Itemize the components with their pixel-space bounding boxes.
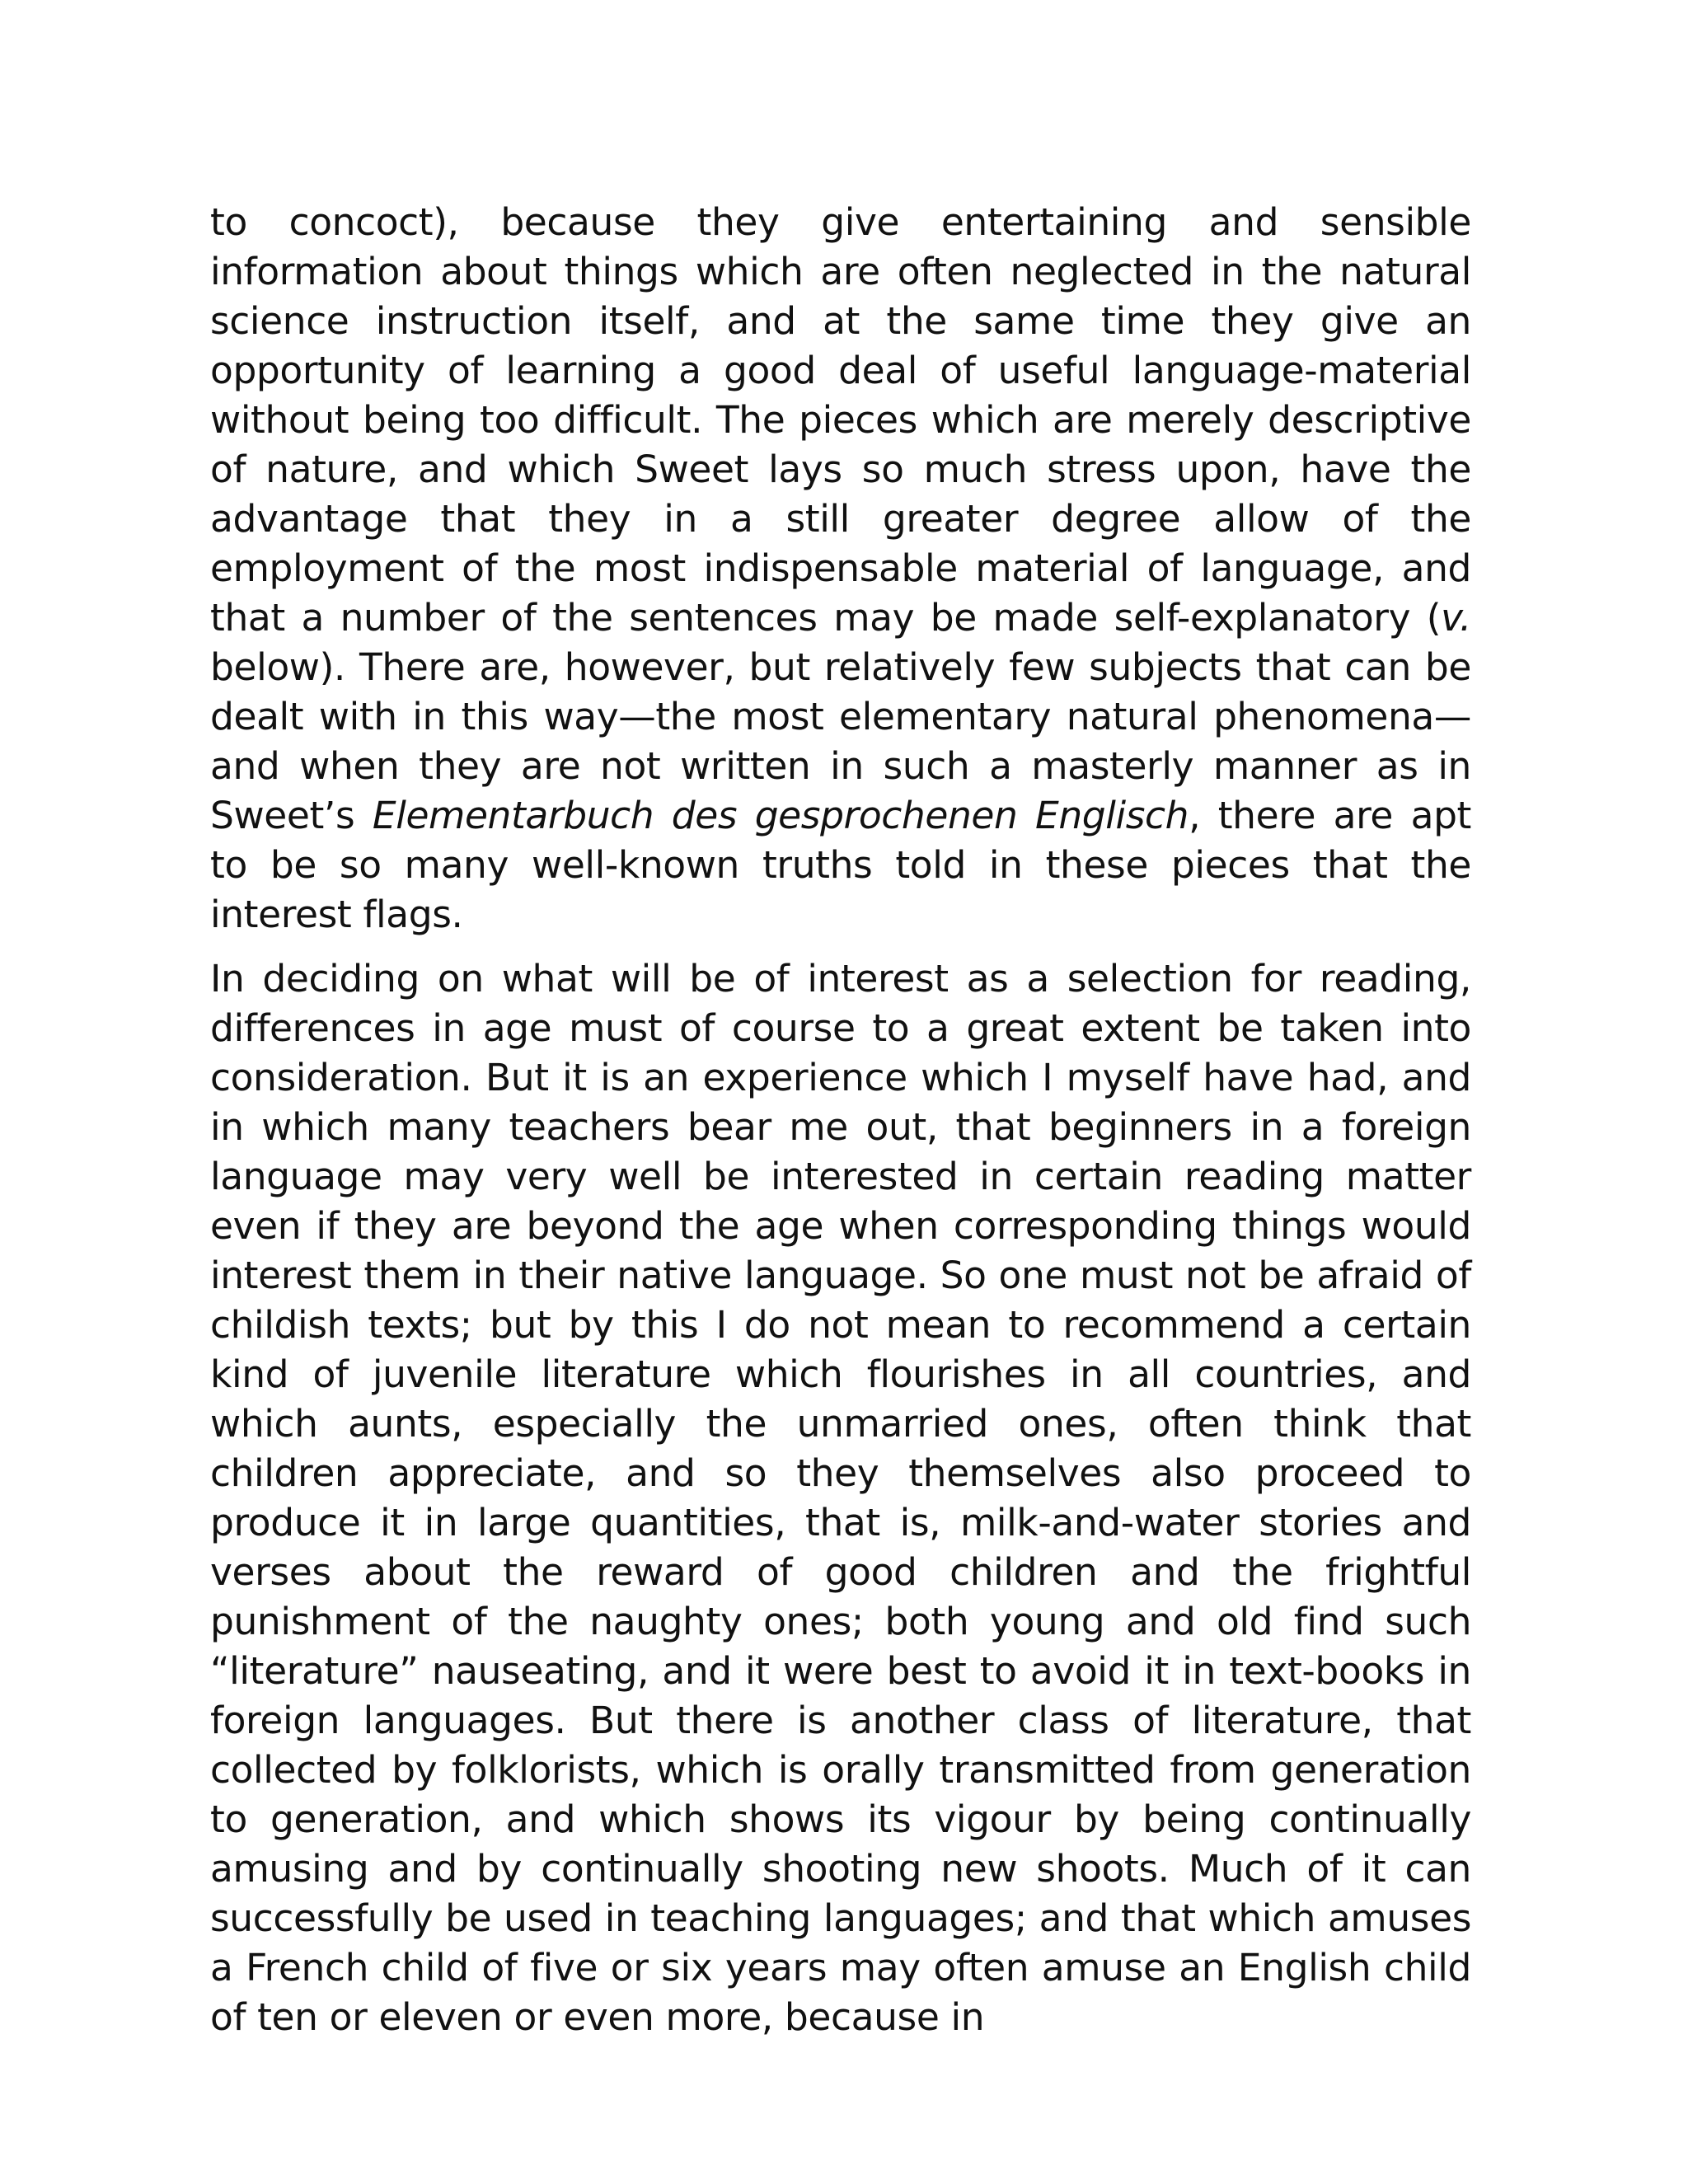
- paragraph-1: [210, 198, 1471, 940]
- paragraph-1-italic-v: v.: [1441, 596, 1471, 640]
- paragraph-1-book-title: Elementarbuch des gesprochenen Englisch: [372, 794, 1189, 837]
- paragraph-1-text: to concoct), because they give entertaining and sensible information about things which are often neglected in the natural science instruction itself, and at the same time they give an opportunity of learning a good deal of useful language-material without being too difficult. The pieces which are merely descriptive of nature, and which Sweet lays so much stress upon, have the advantage that they in a still greater degree allow of the employment of the most indispensable material of language, and that a number of the sentences may be made self-explanatory (: [210, 200, 1471, 640]
- paragraph-1-text-end: , there are apt to be so many well-known truths told in these pieces that the interest flags.: [210, 794, 1471, 936]
- paragraph-2-text: In deciding on what will be of interest as a selection for reading, differences in age must of course to a great extent be taken into consideration. But it is an experience which I myself have had, and in which many teachers bear me out, that beginners in a foreign language may very well be interested in certain reading matter even if they are beyond the age when corresponding things would interest them in their native language. So one must not be afraid of childish texts; but by this I do not mean to recommend a certain kind of juvenile literature which flourishes in all countries, and which aunts, especially the unmarried ones, often think that children appreciate, and so they themselves also proceed to produce it in large quantities, that is, milk-and-water stories and verses about the reward of good children and the frightful punishment of the naughty ones; both young and old find such “literature” nauseating, and it were best to avoid it in text-books in foreign languages. But there is another class of literature, that collected by folklorists, which is orally transmitted from generation to generation, and which shows its vigour by being continually amusing and by continually shooting new shoots. Much of it can successfully be used in teaching languages; and that which amuses a French child of five or six years may often amuse an English child of ten or eleven or even more, because in: [210, 957, 1471, 2039]
- document-page: [210, 198, 1471, 2042]
- paragraph-2: [210, 954, 1471, 2042]
- paragraph-1-text-cont: below). There are, however, but relatively few subjects that can be dealt with in this way—the most elementary natural phenomena—and when they are not written in such a masterly manner as in Sweet’s: [210, 645, 1471, 837]
